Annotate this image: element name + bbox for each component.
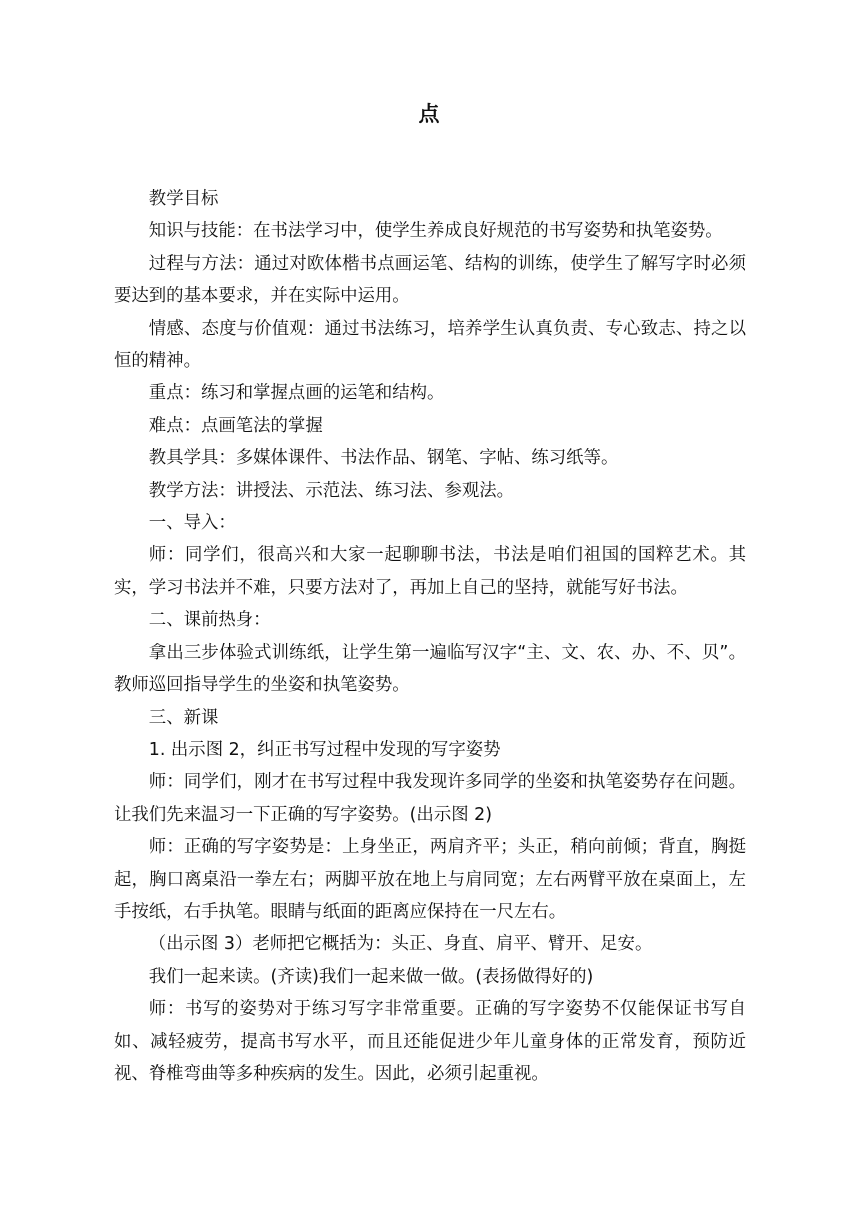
paragraph-warmup-activity: 拿出三步体验式训练纸，让学生第一遍临写汉字“主、文、农、办、不、贝”。教师巡回指导学生的坐姿和执笔姿势。	[114, 642, 746, 696]
paragraph-teaching-goals-heading: 教学目标	[148, 189, 219, 209]
paragraph-teacher-intro: 师：同学们，很高兴和大家一起聊聊书法，书法是咱们祖国的国粹艺术。其实，学习书法并不难，只要方法对了，再加上自己的坚持，就能写好书法。	[114, 545, 746, 598]
document-title: 点	[418, 102, 442, 126]
paragraph-teaching-methods: 教学方法：讲授法、示范法、练习法、参观法。	[148, 480, 515, 501]
paragraph-read-together: 我们一起来读。(齐读)我们一起来做一做。(表扬做得好的)	[148, 966, 594, 987]
paragraph-key-point: 重点：练习和掌握点画的运笔和结构。	[148, 383, 445, 404]
paragraph-section-new-lesson: 三、新课	[148, 707, 219, 728]
paragraph-figure-3-summary: （出示图 3）老师把它概括为：头正、身直、肩平、臂开、足安。	[148, 934, 653, 955]
paragraph-difficult-point: 难点：点画笔法的掌握	[148, 415, 323, 436]
paragraph-correct-posture: 师：正确的写字姿势是：上身坐正，两肩齐平；头正，稍向前倾；背直，胸挺起，胸口离桌沿一拳左右；两脚平放在地上与肩同宽；左右两臂平放在桌面上，左手按纸，右手执笔。眼睛与纸面的距离应保持在一尺左右。	[114, 837, 746, 922]
paragraph-step-1: 1. 出示图 2，纠正书写过程中发现的写字姿势	[148, 739, 501, 760]
paragraph-teacher-posture-issue: 师：同学们，刚才在书写过程中我发现许多同学的坐姿和执笔姿势存在问题。让我们先来温习一下正确的写字姿势。(出示图 2)	[114, 772, 746, 825]
paragraph-posture-importance: 师：书写的姿势对于练习写字非常重要。正确的写字姿势不仅能保证书写自如、减轻疲劳，提高书写水平，而且还能促进少年儿童身体的正常发育，预防近视、脊椎弯曲等多种疾病的发生。因此，必须引起重视。	[114, 999, 746, 1084]
paragraph-knowledge-skills: 知识与技能：在书法学习中，使学生养成良好规范的书写姿势和执笔姿势。	[148, 221, 723, 242]
document-body	[114, 183, 746, 1090]
paragraph-process-methods: 过程与方法：通过对欧体楷书点画运笔、结构的训练，使学生了解写字时必须要达到的基本要求，并在实际中运用。	[114, 253, 746, 307]
paragraph-teaching-aids: 教具学具：多媒体课件、书法作品、钢笔、字帖、练习纸等。	[148, 448, 619, 469]
paragraph-emotion-values: 情感、态度与价值观：通过书法练习，培养学生认真负责、专心致志、持之以恒的精神。	[114, 318, 746, 372]
paragraph-section-warmup: 二、课前热身：	[148, 610, 271, 631]
paragraph-section-intro: 一、导入：	[148, 513, 236, 534]
